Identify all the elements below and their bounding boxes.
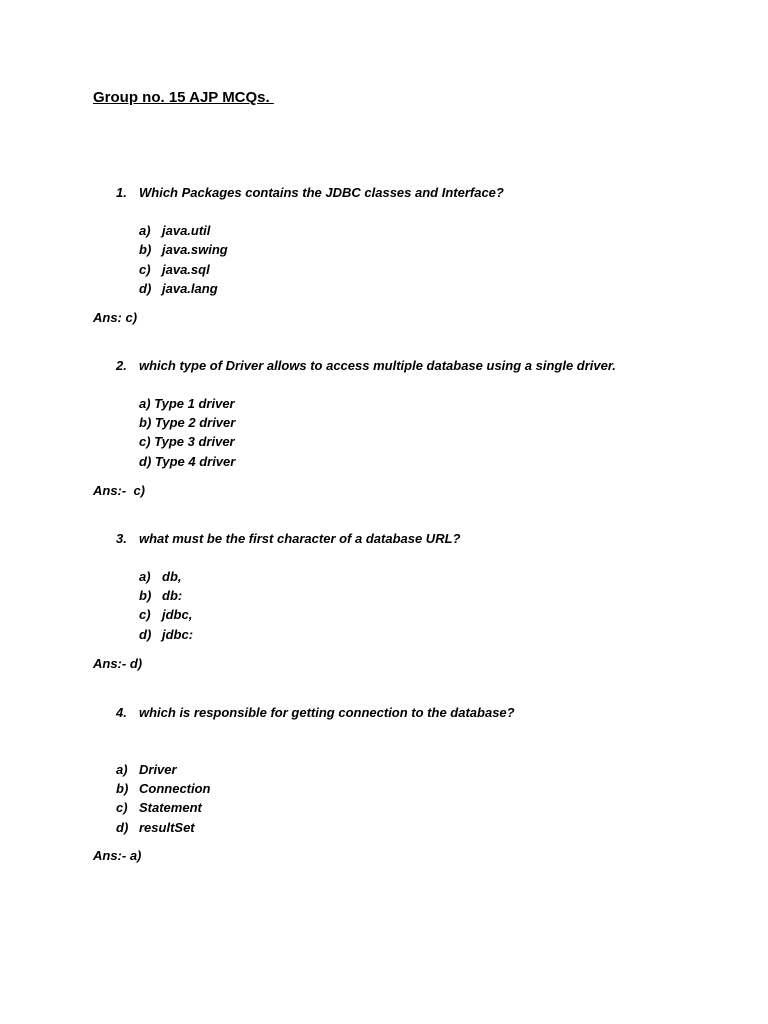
option-letter: c) <box>139 607 151 622</box>
option-2d: d) Type 4 driver <box>139 454 236 469</box>
option-text: db: <box>162 588 183 603</box>
option-letter: b) <box>139 242 152 257</box>
page-title: Group no. 15 AJP MCQs. <box>93 89 274 106</box>
option-letter: b) <box>139 588 152 603</box>
option-text: resultSet <box>139 820 195 835</box>
question-text: what must be the first character of a database URL? <box>139 531 461 546</box>
question-4 <box>116 705 515 720</box>
option-1b <box>139 242 228 257</box>
option-4b <box>116 781 211 796</box>
question-number: 4. <box>116 705 127 720</box>
option-letter: d) <box>139 281 152 296</box>
answer-2: Ans:- c) <box>93 483 145 498</box>
option-4c <box>116 800 202 815</box>
option-letter: a) <box>139 223 151 238</box>
option-text: java.swing <box>162 242 228 257</box>
option-3b <box>139 588 182 603</box>
answer-4: Ans:- a) <box>93 848 142 863</box>
option-1c <box>139 262 210 277</box>
option-4a <box>116 762 177 777</box>
option-4d <box>116 820 195 835</box>
option-text: Driver <box>139 762 177 777</box>
option-2a: a) Type 1 driver <box>139 396 235 411</box>
question-text: which is responsible for getting connection to the database? <box>139 705 515 720</box>
answer-3: Ans:- d) <box>93 656 143 671</box>
option-3a <box>139 569 182 584</box>
answer-1: Ans: c) <box>93 310 138 325</box>
option-3c <box>139 607 192 622</box>
option-letter: b) <box>116 781 129 796</box>
option-1a <box>139 223 210 238</box>
option-text: Connection <box>139 781 211 796</box>
option-letter: c) <box>116 800 128 815</box>
question-number: 2. <box>116 358 127 373</box>
option-2b: b) Type 2 driver <box>139 415 236 430</box>
option-text: Statement <box>139 800 202 815</box>
question-number: 3. <box>116 531 127 546</box>
question-text: Which Packages contains the JDBC classes and Interface? <box>139 185 504 200</box>
question-1 <box>116 185 504 200</box>
option-1d <box>139 281 218 296</box>
question-number: 1. <box>116 185 127 200</box>
option-letter: a) <box>116 762 128 777</box>
question-3 <box>116 531 460 546</box>
option-letter: d) <box>139 627 152 642</box>
option-2c: c) Type 3 driver <box>139 434 235 449</box>
option-text: java.util <box>162 223 211 238</box>
option-letter: c) <box>139 262 151 277</box>
option-letter: a) <box>139 569 151 584</box>
option-text: jdbc: <box>162 627 194 642</box>
option-text: jdbc, <box>162 607 193 622</box>
question-2 <box>116 358 616 373</box>
question-text: which type of Driver allows to access multiple database using a single driver. <box>139 358 616 373</box>
option-letter: d) <box>116 820 129 835</box>
option-text: db, <box>162 569 182 584</box>
option-text: java.lang <box>162 281 218 296</box>
option-text: java.sql <box>162 262 210 277</box>
option-3d <box>139 627 193 642</box>
